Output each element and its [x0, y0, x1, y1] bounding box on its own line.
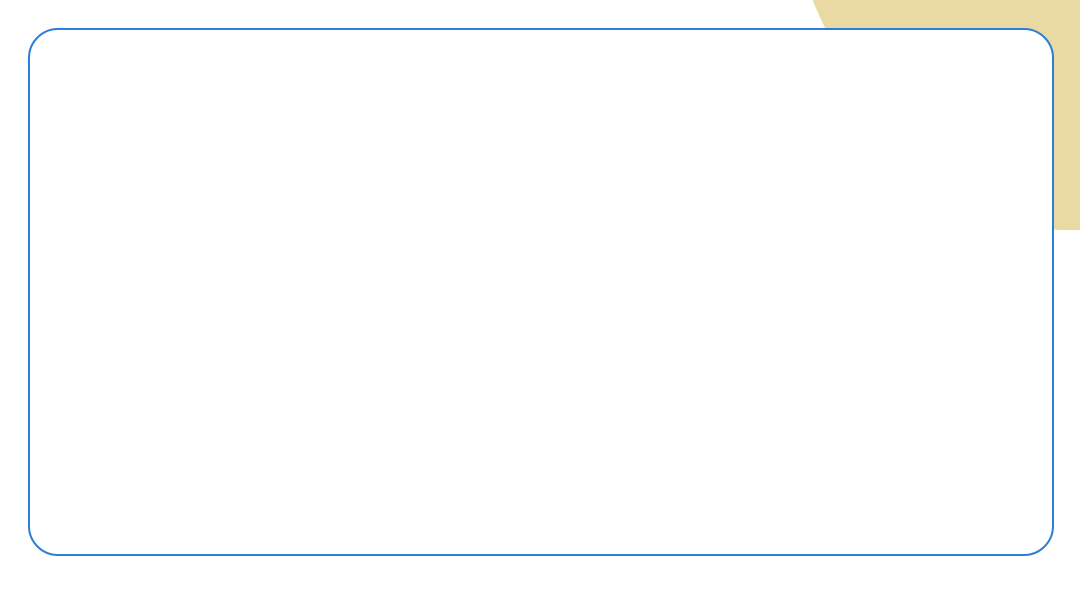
content-card [28, 28, 1054, 556]
